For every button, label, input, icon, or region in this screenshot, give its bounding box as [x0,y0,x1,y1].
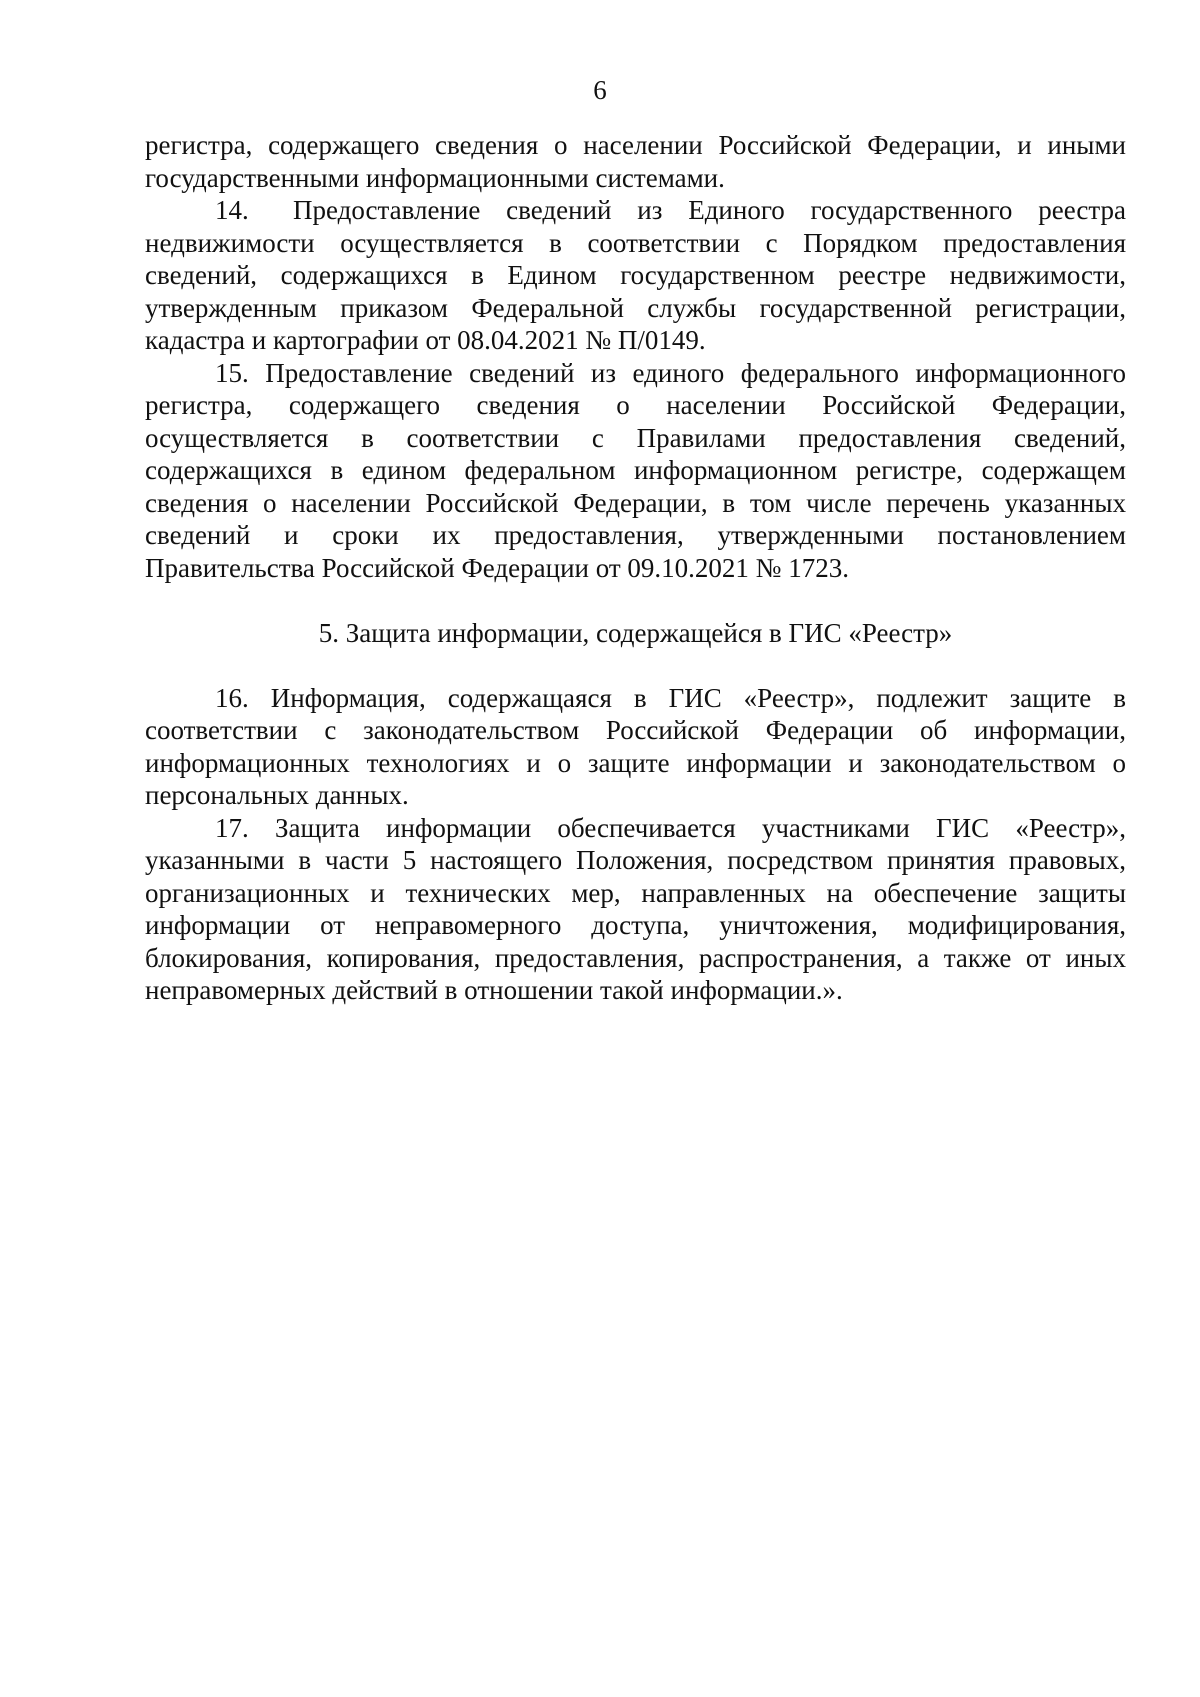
section-heading: 5. Защита информации, содержащейся в ГИС «Реестр» [318,617,953,648]
paragraph-14 [145,194,1126,357]
paragraph-17: 17. Защита информации обеспечивается участниками ГИС «Реестр», указанными в части 5 настоящего Положения, посредством принятия правовых, организационных и технических мер, направленных на обеспечение защиты информации от неправомерного доступа, уничтожения, модифицирования, блокирования, копирования, предоставления, распространения, а также от иных неправомерных действий в отношении такой информации.». [145,812,1126,1005]
document-body [145,129,1126,1007]
paragraph-14-text: Предоставление сведений из Единого государственного реестра недвижимости осуществляется в соответствии с Порядком предоставления сведений, содержащихся в Едином государственном реестре недвижимости, утвержденным приказом Федеральной службы государственной регистрации, кадастра и картографии от 08.04.2021 № П/0149. [145,195,1126,355]
paragraph-continuation: регистра, содержащего сведения о населении Российской Федерации, и иными государственными информационными системами. [145,130,1126,193]
paragraph-14-number: 14. [215,195,249,225]
page-number: 6 [593,75,607,105]
paragraph-15: 15. Предоставление сведений из единого федерального информационного регистра, содержащего сведения о населении Российской Федерации, осуществляется в соответствии с Правилами предоставления сведений, содержащихся в едином федеральном информационном регистре, содержащем сведения о населении Российской Федерации, в том числе перечень указанных сведений и сроки их предоставления, утвержденными постановлением Правительства Российской Федерации от 09.10.2021 № 1723. [145,357,1126,583]
paragraph-16: 16. Информация, содержащаяся в ГИС «Реестр», подлежит защите в соответствии с законодательством Российской Федерации об информации, информационных технологиях и о защите информации и законодательством о персональных данных. [145,682,1126,810]
